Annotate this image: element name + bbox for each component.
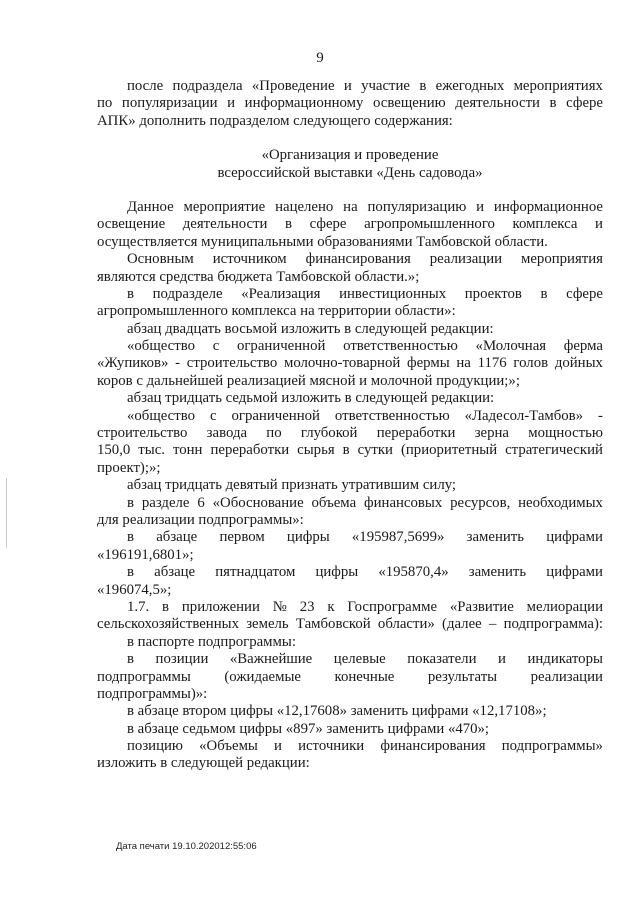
text-line [97, 442, 603, 459]
word: участие [361, 78, 410, 94]
word: в [127, 529, 134, 546]
word: разделе [141, 494, 190, 511]
word: молочно-товарной [283, 355, 401, 372]
text-line: абзац двадцать восьмой изложить в следующей редакции: [127, 320, 494, 337]
word: первом [219, 529, 265, 546]
word: земель [246, 616, 289, 633]
word: (далее [442, 616, 482, 633]
word: голов [513, 355, 549, 372]
word: ежегодных [435, 78, 505, 94]
word: по [266, 425, 282, 442]
word: Основным [127, 251, 194, 268]
text-line: изложить в следующей редакции: [97, 755, 310, 772]
word: нацелено [275, 198, 334, 215]
word: цифрами [546, 529, 603, 546]
word: деятельности [455, 95, 540, 112]
word: «Объемы [199, 738, 258, 755]
word: ресурсов, [450, 494, 511, 511]
word: источники [298, 738, 365, 755]
word: цифры [286, 529, 330, 546]
word: «общество [127, 407, 195, 424]
word: источником [212, 251, 287, 268]
word: популяризацию [367, 198, 467, 215]
word: финансирования [305, 251, 411, 268]
paragraph-gap [97, 182, 603, 199]
text-line [97, 425, 603, 442]
word: № [272, 598, 287, 615]
word: «Ладесол-Тамбов» [464, 407, 584, 424]
word: - [598, 407, 603, 424]
word: реализации [530, 668, 603, 685]
word: стратегический [505, 442, 603, 459]
text-line: осуществляется муниципальными образованиями Тамбовской области. [97, 233, 548, 250]
word: ограниченной [231, 407, 320, 424]
word: сфере [566, 95, 603, 112]
word: 150,0 [97, 442, 131, 459]
word: сфере [309, 216, 347, 233]
word: информационное [493, 198, 603, 215]
word: абзаце [154, 564, 196, 581]
word: 1.7. [127, 598, 150, 615]
text-line [97, 529, 603, 546]
text-line: в абзаце седьмом цифры «897» заменить цифрами «470»; [127, 720, 490, 737]
heading-text: «Организация и проведение [261, 147, 439, 164]
word: инвестиционных [339, 285, 447, 302]
word: переработки [376, 425, 456, 442]
word: сырья [297, 442, 335, 459]
text-line [97, 95, 603, 112]
word: сутки [357, 442, 393, 459]
word: в [285, 216, 293, 233]
word: финансирования [380, 738, 486, 755]
word: к [327, 598, 335, 615]
word: глубокой [300, 425, 358, 442]
text-line [97, 669, 603, 686]
word: Данное [127, 198, 174, 215]
word: ферма [563, 338, 603, 355]
word: в [549, 95, 557, 112]
word: агропромышленного [364, 216, 495, 233]
word: Тамбовской [295, 616, 371, 633]
word: и [498, 651, 506, 668]
print-date-footer: Дата печати 19.10.202012:55:06 [116, 841, 257, 852]
word: и [476, 198, 485, 215]
text-line [97, 408, 603, 425]
word: с [212, 338, 220, 355]
word: мероприятие [183, 198, 266, 215]
text-line: «196191,6801»; [97, 546, 194, 563]
text-line: коров с дальнейшей реализацией мясной и молочной продукции;»; [97, 372, 520, 389]
word: и [595, 216, 603, 233]
word: подпрограммы» [501, 738, 603, 755]
word: цифрами [546, 564, 603, 581]
text-line: проект);»; [97, 459, 161, 476]
word: «Обоснование [212, 494, 304, 511]
word: мощностью [528, 425, 603, 442]
word: «Развитие [449, 598, 514, 615]
text-line: АПК» дополнить подразделом следующего содержания: [97, 112, 453, 129]
word: 1176 [477, 355, 507, 372]
text-line: в абзаце втором цифры «12,17608» заменить цифрами «12,17108»; [127, 703, 547, 720]
word: в [162, 598, 170, 615]
text-line: «196074,5»; [97, 581, 172, 598]
word: подраздела [172, 78, 243, 94]
word: и [227, 95, 236, 112]
word: популяризации [121, 95, 218, 112]
word: «195870,4» [378, 564, 449, 581]
text-line [97, 251, 603, 268]
word: фермы [407, 355, 450, 372]
paragraph-gap [97, 130, 603, 147]
word: индикаторы [527, 651, 603, 668]
text-line [97, 78, 603, 95]
word: «Жупиков» [97, 355, 169, 372]
word: «Молочная [475, 338, 547, 355]
text-line [97, 286, 603, 303]
word: 23 [299, 598, 315, 615]
text-line: абзац тридцать девятый признать утратившим силу; [127, 477, 457, 494]
word: мелиорации [526, 598, 603, 615]
word: тонн [172, 442, 203, 459]
word: в [127, 285, 134, 302]
text-line [97, 564, 603, 581]
word: (приоритетный [400, 442, 498, 459]
text-line: подпрограммы)»: [97, 685, 208, 702]
word: позиции [155, 651, 209, 668]
word: после [127, 78, 164, 94]
section-heading-line [97, 165, 603, 182]
word: финансовых [364, 494, 443, 511]
text-line [97, 216, 603, 233]
scan-margin-mark [6, 478, 7, 548]
word: на [343, 198, 358, 215]
word: в [419, 78, 427, 94]
word: в [540, 285, 548, 302]
word: переработки [210, 442, 290, 459]
word: «195987,5699» [351, 529, 445, 546]
word: с [209, 407, 217, 424]
text-line [97, 355, 603, 372]
text-line [97, 338, 603, 355]
word: завода [206, 425, 248, 442]
text-line [97, 599, 603, 616]
text-line: агропромышленного комплекса на территории области»: [97, 303, 456, 320]
word: позицию [127, 738, 183, 755]
word: цифры [315, 564, 359, 581]
word: конечные [334, 668, 395, 685]
word: в [342, 442, 350, 459]
word: мероприятиях [513, 78, 603, 94]
document-body [97, 78, 603, 773]
word: приложении [181, 598, 260, 615]
text-line [97, 616, 603, 633]
text-line [97, 495, 603, 512]
word: «Важнейшие [229, 651, 313, 668]
word: сельскохозяйственных [97, 616, 239, 633]
word: по [97, 95, 113, 112]
word: зерна [474, 425, 510, 442]
word: в [127, 651, 134, 668]
word: показатели [407, 651, 477, 668]
word: информационному [244, 95, 364, 112]
word: в [127, 494, 134, 511]
text-line: в паспорте подпрограммы: [127, 633, 296, 650]
word: «общество [127, 338, 195, 355]
word: (ожидаемые [224, 668, 301, 685]
word: комплекса [512, 216, 578, 233]
word: подразделе [152, 285, 223, 302]
word: результаты [427, 668, 498, 685]
word: абзаце [156, 529, 198, 546]
section-heading-line [97, 147, 603, 164]
word: Госпрограмме [347, 598, 438, 615]
heading-text: всероссийской выставки «День садовода» [217, 164, 483, 181]
word: освещение [97, 216, 166, 233]
word: подпрограммы [97, 668, 191, 685]
word: объема [311, 494, 357, 511]
word: необходимых [518, 494, 603, 511]
text-line [97, 199, 603, 216]
text-line [97, 738, 603, 755]
word: на [456, 355, 471, 372]
page-number: 9 [316, 50, 324, 66]
text-line: для реализации подпрограммы»: [97, 511, 304, 528]
text-line [97, 651, 603, 668]
word: подпрограмма): [503, 616, 603, 633]
word: деятельности [182, 216, 268, 233]
word: «Реализация [241, 285, 321, 302]
word: пятнадцатом [215, 564, 296, 581]
word: и [343, 78, 352, 94]
word: 6 [197, 494, 205, 511]
word: - [175, 355, 181, 372]
word: «Проведение [251, 78, 335, 94]
word: освещению [373, 95, 446, 112]
word: и [274, 738, 282, 755]
word: заменить [466, 529, 525, 546]
word: дойных [554, 355, 603, 372]
text-line: абзац тридцать седьмой изложить в следующей редакции: [127, 390, 495, 407]
word: мероприятия [520, 251, 603, 268]
word: проектов [464, 285, 522, 302]
word: строительство [186, 355, 278, 372]
word: в [127, 564, 134, 581]
word: ответственностью [343, 338, 458, 355]
word: реализации [429, 251, 503, 268]
word: области» [377, 616, 435, 633]
text-line: являются средства бюджета Тамбовской области.»; [97, 268, 420, 285]
word: строительство [97, 425, 188, 442]
word: тыс. [138, 442, 165, 459]
word: целевые [333, 651, 386, 668]
word: заменить [468, 564, 527, 581]
word: ответственностью [334, 407, 450, 424]
word: сфере [566, 285, 603, 302]
word: ограниченной [236, 338, 326, 355]
word: – [488, 616, 497, 633]
